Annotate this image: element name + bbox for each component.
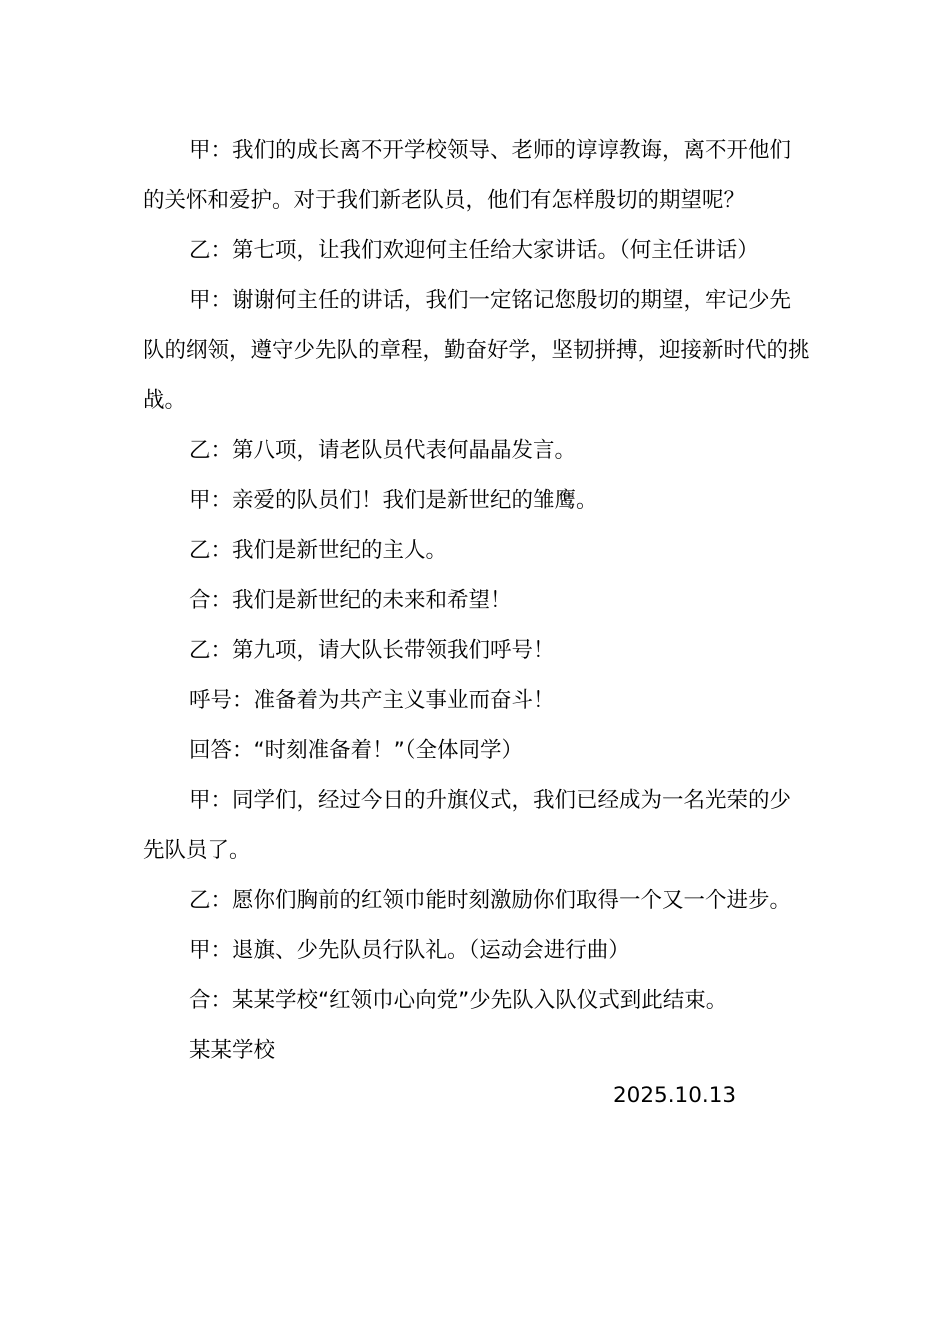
paragraph: 甲：我们的成长离不开学校领导、老师的谆谆教诲，离不开他们的关怀和爱护。对于我们新老队员，他们有怎样殷切的期望呢？: [143, 138, 792, 213]
paragraph: 甲：谢谢何主任的讲话，我们一定铭记您殷切的期望，牢记少先队的纲领，遵守少先队的章程，勤奋好学，坚韧拼搏，迎接新时代的挑战。: [143, 288, 810, 413]
paragraph: 回答：“时刻准备着！”（全体同学）: [189, 738, 524, 763]
document-body: [143, 126, 810, 1076]
paragraph: 甲：退旗、少先队员行队礼。（运动会进行曲）: [189, 938, 630, 963]
paragraph: 乙：第八项，请老队员代表何晶晶发言。: [189, 438, 577, 463]
paragraph: 乙：第七项，让我们欢迎何主任给大家讲话。（何主任讲话）: [189, 238, 759, 263]
paragraph: 乙：第九项，请大队长带领我们呼号！: [189, 638, 555, 663]
paragraph: 甲：同学们，经过今日的升旗仪式，我们已经成为一名光荣的少先队员了。: [143, 788, 792, 863]
paragraph: 乙：愿你们胸前的红领巾能时刻激励你们取得一个又一个进步。: [189, 888, 792, 913]
paragraph: 乙：我们是新世纪的主人。: [189, 538, 448, 563]
paragraph: 呼号：准备着为共产主义事业而奋斗！: [189, 688, 555, 713]
signature-organization: 某某学校: [189, 1038, 276, 1063]
paragraph: 合：某某学校“红领巾心向党”少先队入队仪式到此结束。: [189, 988, 728, 1013]
paragraph: 合：我们是新世纪的未来和希望！: [189, 588, 512, 613]
document-date: 2025.10.13: [613, 1083, 737, 1108]
paragraph: 甲：亲爱的队员们！我们是新世纪的雏鹰。: [189, 488, 598, 513]
